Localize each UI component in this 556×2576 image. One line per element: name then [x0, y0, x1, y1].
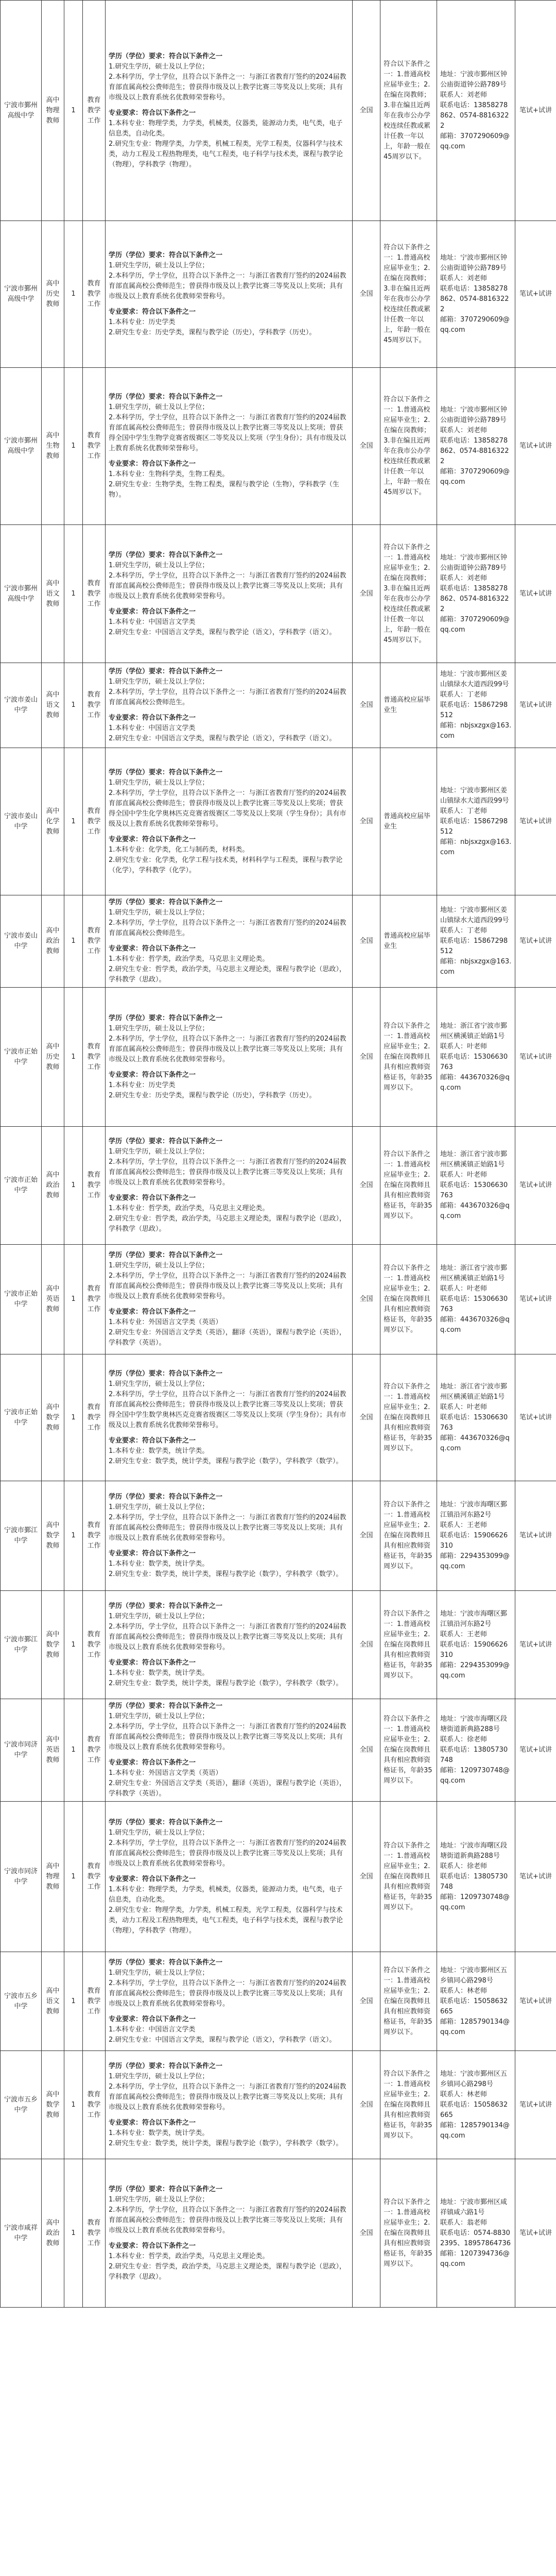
other-conditions-cell: 符合以下条件之一：1.普通高校应届毕业生；2.在编在岗教师且具有相应教师资格证书，年龄35周岁以下。: [380, 1354, 437, 1481]
requirement-body: 1.研究生学历，硕士及以上学位； 2.本科学历，学士学位，且符合以下条件之一：与浙江省教育厅签约的2024届教育部直属高校公费师范生；曾获得市级及以上教学比赛三等奖及以上奖项；曾获得全国中学生生物学竞赛省级赛区二等奖及以上奖项（学生身份）；具有市级及以上教育系统名优教师荣誉称号。: [109, 403, 346, 452]
headcount-cell: 1: [64, 748, 83, 895]
other-conditions-cell: 符合以下条件之一：1.普通高校应届毕业生；2.在编在岗教师且具有相应教师资格证书，年龄35周岁以下。: [380, 1802, 437, 1952]
requirement-heading: 专业要求：符合以下条件之一: [109, 1194, 196, 1202]
requirement-body: 1.研究生学历，硕士及以上学位； 2.本科学历，学士学位，且符合以下条件之一：与浙江省教育厅签约的2024届教育部直属高校公费师范生；曾获得市级及以上教学比赛三等奖及以上奖项；具有市级及以上教育系统名优教师荣誉称号。: [109, 1024, 346, 1063]
contact-info-cell: 地址：宁波市海曙区鄞江镇沿河东路2号 联系人：王老师 联系电话：15906626310 邮箱：2294353099@qq.com: [437, 1481, 515, 1591]
other-conditions-cell: 符合以下条件之一：1.普通高校应届毕业生；2.在编在岗教师且具有相应教师资格证书，年龄35周岁以下。: [380, 2159, 437, 2308]
school-name-cell: 宁波市五乡中学: [1, 1952, 42, 2051]
requirement-heading: 专业要求：符合以下条件之一: [109, 1071, 196, 1079]
requirement-body: 1.研究生学历，硕士及以上学位； 2.本科学历，学士学位，且符合以下条件之一：与浙江省教育厅签约的2024届教育部直属高校公费师范生；曾获得市级及以上教学比赛三等奖及以上奖项；具有市级及以上教育系统名优教师荣誉称号。: [109, 62, 346, 101]
table-row: [1, 1127, 556, 1245]
other-conditions-cell: 符合以下条件之一：1.普通高校应届毕业生；2.在编在岗教师；3.非在编且近两年在我市公办学校连续任教或累计任教一年以上，年龄一般在45周岁以下。: [380, 525, 437, 663]
exam-method-cell: 笔试+试讲: [515, 748, 556, 895]
recruit-scope-cell: 全国: [353, 1952, 380, 2051]
other-conditions-cell: 符合以下条件之一：1.普通高校应届毕业生；2.在编在岗教师且具有相应教师资格证书，年龄35周岁以下。: [380, 988, 437, 1127]
recruit-scope-cell: 全国: [353, 368, 380, 525]
exam-method-cell: 笔试+试讲: [515, 1591, 556, 1699]
requirement-heading: 学历（学位）要求：符合以下条件之一: [109, 393, 223, 401]
headcount-cell: 1: [64, 1354, 83, 1481]
other-conditions-cell: 普通高校应届毕业生: [380, 663, 437, 748]
school-name-cell: 宁波市咸祥中学: [1, 2159, 42, 2308]
table-row: [1, 1699, 556, 1802]
subject-cell: 高中历史教师: [42, 988, 64, 1127]
requirement-heading: 专业要求：符合以下条件之一: [109, 460, 196, 468]
requirement-body: 1.研究生学历，硕士及以上学位； 2.本科学历，学士学位，且符合以下条件之一：与浙江省教育厅签约的2024届教育部直属高校公费师范生；曾获得市级及以上教学比赛三等奖及以上奖项；具有市级及以上教育系统名优教师荣誉称号。: [109, 262, 346, 300]
requirement-body: 1.本科专业：中国语言文学类 2.研究生专业：中国语言文学类，课程与教学论（语文），学科教学（语文）。: [109, 2025, 336, 2044]
job-type-cell: 教育教学工作: [83, 1802, 106, 1952]
job-type-cell: 教育教学工作: [83, 2159, 106, 2308]
contact-info-cell: 地址：宁波市鄞州区咸祥镇咸六路1号 联系人：翁老师 联系电话：0574-88302395、18957864736 邮箱：1207394736@qq.com: [437, 2159, 515, 2308]
contact-info-cell: 地址：宁波市海曙区段塘街道新典路288号 联系人：徐老师 联系电话：13805730748 邮箱：1209730748@qq.com: [437, 1699, 515, 1802]
requirement-body: 1.本科专业：历史学类 2.研究生专业：历史学类，课程与教学论（历史），学科教学（历史）。: [109, 1081, 316, 1099]
subject-cell: 高中数学教师: [42, 1591, 64, 1699]
requirement-heading: 学历（学位）要求：符合以下条件之一: [109, 2062, 223, 2070]
contact-info-cell: 地址：浙江省宁波市鄞州区横溪镇正始路1号 联系人：叶老师 联系电话：15306630763 邮箱：443670326@qq.com: [437, 1245, 515, 1354]
headcount-cell: 1: [64, 1127, 83, 1245]
headcount-cell: 1: [64, 525, 83, 663]
requirement-heading: 专业要求：符合以下条件之一: [109, 1308, 196, 1316]
contact-info-cell: 地址：宁波市鄞州区姜山镇绿水大道西段99号 联系人：丁老师 联系电话：15867298512 邮箱：nbjsxzgx@163.com: [437, 748, 515, 895]
requirement-body: 1.研究生学历，硕士及以上学位； 2.本科学历，学士学位，且符合以下条件之一：与浙江省教育厅签约的2024届教育部直属高校公费师范生；曾获得市级及以上教学比赛三等奖及以上奖项；具有市级及以上教育系统名优教师荣誉称号。: [109, 1503, 346, 1542]
requirement-body: 1.本科专业：哲学类，政治学类，马克思主义理论类。 2.研究生专业：哲学类，政治学类，马克思主义理论类，课程与教学论（思政），学科教学（思政）。: [109, 955, 346, 984]
requirement-body: 1.本科专业：哲学类，政治学类，马克思主义理论类。 2.研究生专业：哲学类，政治学类，马克思主义理论类，课程与教学论（思政），学科教学（思政）。: [109, 1205, 346, 1233]
requirement-body: 1.研究生学历，硕士及以上学位； 2.本科学历，学士学位，且符合以下条件之一：与浙江省教育厅签约的2024届教育部直属高校公费师范生；曾获得市级及以上教学比赛三等奖及以上奖项；具有市级及以上教育系统名优教师荣誉称号。: [109, 1828, 346, 1868]
subject-cell: 高中化学教师: [42, 748, 64, 895]
requirements-cell: [106, 1802, 353, 1952]
requirements-cell: [106, 221, 353, 368]
requirement-body: 1.研究生学历，硕士及以上学位； 2.本科学历，学士学位，且符合以下条件之一：与浙江省教育厅签约的2024届教育部直属高校公费师范生；曾获得市级及以上教学比赛三等奖及以上奖项；具有市级及以上教育系统名优教师荣誉称号。: [109, 2072, 346, 2111]
exam-method-cell: 笔试+试讲: [515, 988, 556, 1127]
contact-info-cell: 地址：浙江省宁波市鄞州区横溪镇正始路1号 联系人：叶老师 联系电话：15306630763 邮箱：443670326@qq.com: [437, 988, 515, 1127]
requirement-heading: 专业要求：符合以下条件之一: [109, 607, 196, 616]
recruit-scope-cell: 全国: [353, 748, 380, 895]
school-name-cell: 宁波市姜山中学: [1, 663, 42, 748]
other-conditions-cell: 符合以下条件之一：1.普通高校应届毕业生；2.在编在岗教师且具有相应教师资格证书，年龄35周岁以下。: [380, 1127, 437, 1245]
job-type-cell: 教育教学工作: [83, 1591, 106, 1699]
job-type-cell: 教育教学工作: [83, 1354, 106, 1481]
other-conditions-cell: 符合以下条件之一：1.普通高校应届毕业生；2.在编在岗教师且具有相应教师资格证书，年龄35周岁以下。: [380, 1699, 437, 1802]
job-type-cell: 教育教学工作: [83, 1, 106, 221]
exam-method-cell: 笔试+试讲: [515, 1354, 556, 1481]
exam-method-cell: 笔试+试讲: [515, 2159, 556, 2308]
subject-cell: 高中生物教师: [42, 368, 64, 525]
requirement-heading: 学历（学位）要求：符合以下条件之一: [109, 1014, 223, 1022]
subject-cell: 高中语文教师: [42, 663, 64, 748]
job-type-cell: 教育教学工作: [83, 663, 106, 748]
table-row: [1, 1802, 556, 1952]
table-row: [1, 1952, 556, 2051]
requirement-body: 1.本科专业：数学类，统计学类。 2.研究生专业：数学类，统计学类，课程与教学论（数学），学科教学（数学）。: [109, 2129, 343, 2147]
requirement-body: 1.本科专业：外国语言文学类（英语） 2.研究生专业：外国语言文学类（英语），翻译（英语），课程与教学论（英语），学科教学（英语）。: [109, 1769, 346, 1798]
headcount-cell: 1: [64, 221, 83, 368]
other-conditions-cell: 符合以下条件之一：1.普通高校应届毕业生；2.在编在岗教师且具有相应教师资格证书，年龄35周岁以下。: [380, 1245, 437, 1354]
requirement-heading: 学历（学位）要求：符合以下条件之一: [109, 2185, 223, 2193]
requirement-heading: 学历（学位）要求：符合以下条件之一: [109, 668, 223, 675]
school-name-cell: 宁波市五乡中学: [1, 2051, 42, 2159]
exam-method-cell: 笔试+试讲: [515, 1245, 556, 1354]
headcount-cell: 1: [64, 663, 83, 748]
recruit-scope-cell: 全国: [353, 1699, 380, 1802]
school-name-cell: 宁波市正始中学: [1, 988, 42, 1127]
exam-method-cell: 笔试+试讲: [515, 1952, 556, 2051]
headcount-cell: 1: [64, 1, 83, 221]
requirement-body: 1.研究生学历，硕士及以上学位； 2.本科学历，学士学位，且符合以下条件之一：与浙江省教育厅签约的2024届教育部直属高校公费师范生。: [109, 909, 346, 937]
job-type-cell: 教育教学工作: [83, 2051, 106, 2159]
requirement-body: 1.本科专业：生物科学类，生物工程类。 2.研究生专业：生物学类，生物工程类，课程与教学论（生物），学科教学（生物）。: [109, 470, 339, 499]
requirement-body: 1.研究生学历，硕士及以上学位； 2.本科学历，学士学位，且符合以下条件之一：与浙江省教育厅签约的2024届教育部直属高校公费师范生；曾获得市级及以上教学比赛三等奖及以上奖项；具有市级及以上教育系统名优教师荣誉称号。: [109, 1713, 346, 1751]
recruit-scope-cell: 全国: [353, 988, 380, 1127]
exam-method-cell: 笔试+试讲: [515, 1699, 556, 1802]
table-row: [1, 663, 556, 748]
recruit-scope-cell: 全国: [353, 1245, 380, 1354]
other-conditions-cell: 符合以下条件之一：1.普通高校应届毕业生；2.在编在岗教师且具有相应教师资格证书，年龄35周岁以下。: [380, 2051, 437, 2159]
contact-info-cell: 地址：宁波市鄞州区五乡镇同心路298号 联系人：林老师 联系电话：15058632665 邮箱：1285790134@qq.com: [437, 1952, 515, 2051]
table-row: [1, 895, 556, 988]
requirement-heading: 学历（学位）要求：符合以下条件之一: [109, 1818, 223, 1826]
table-row: [1, 1591, 556, 1699]
table-row: [1, 368, 556, 525]
recruit-scope-cell: 全国: [353, 221, 380, 368]
requirement-heading: 专业要求：符合以下条件之一: [109, 945, 196, 953]
school-name-cell: 宁波市正始中学: [1, 1127, 42, 1245]
school-name-cell: 宁波市鄞州高级中学: [1, 221, 42, 368]
subject-cell: 高中数学教师: [42, 1481, 64, 1591]
requirement-heading: 学历（学位）要求：符合以下条件之一: [109, 1493, 223, 1501]
requirement-body: 1.研究生学历，硕士及以上学位； 2.本科学历，学士学位，且符合以下条件之一：与浙江省教育厅签约的2024届教育部直属高校公费师范生；曾获得市级及以上教学比赛三等奖及以上奖项；具有市级及以上教育系统名优教师荣誉称号。: [109, 1612, 346, 1651]
requirement-heading: 学历（学位）要求：符合以下条件之一: [109, 251, 223, 259]
requirement-heading: 学历（学位）要求：符合以下条件之一: [109, 1369, 223, 1378]
recruit-scope-cell: 全国: [353, 663, 380, 748]
requirement-body: 1.研究生学历，硕士及以上学位； 2.本科学历，学士学位，且符合以下条件之一：与浙江省教育厅签约的2024届教育部直属高校公费师范生。: [109, 678, 346, 706]
exam-method-cell: 笔试+试讲: [515, 1481, 556, 1591]
recruit-scope-cell: 全国: [353, 1481, 380, 1591]
table-row: [1, 2159, 556, 2308]
exam-method-cell: 笔试+试讲: [515, 1802, 556, 1952]
requirement-body: 1.研究生学历，硕士及以上学位； 2.本科学历，学士学位，且符合以下条件之一：与浙江省教育厅签约的2024届教育部直属高校公费师范生；曾获得市级及以上教学比赛三等奖及以上奖项；具有市级及以上教育系统名优教师荣誉称号。: [109, 1262, 346, 1300]
requirement-body: 1.研究生学历，硕士及以上学位； 2.本科学历，学士学位，且符合以下条件之一：与浙江省教育厅签约的2024届教育部直属高校公费师范生；曾获得市级及以上教学比赛三等奖及以上奖项；具有市级及以上教育系统名优教师荣誉称号。: [109, 1148, 346, 1187]
requirement-heading: 专业要求：符合以下条件之一: [109, 1436, 196, 1445]
requirement-heading: 专业要求：符合以下条件之一: [109, 109, 196, 117]
exam-method-cell: 笔试+试讲: [515, 2051, 556, 2159]
contact-info-cell: 地址：宁波市鄞州区姜山镇绿水大道西段99号 联系人：丁老师 联系电话：15867298512 邮箱：nbjsxzgx@163.com: [437, 895, 515, 988]
contact-info-cell: 地址：浙江省宁波市鄞州区横溪镇正始路1号 联系人：叶老师 联系电话：15306630763 邮箱：443670326@qq.com: [437, 1354, 515, 1481]
other-conditions-cell: 符合以下条件之一：1.普通高校应届毕业生；2.在编在岗教师；3.非在编且近两年在我市公办学校连续任教或累计任教一年以上，年龄一般在45周岁以下。: [380, 1, 437, 221]
headcount-cell: 1: [64, 988, 83, 1127]
requirements-cell: [106, 1, 353, 221]
requirement-body: 1.研究生学历，硕士及以上学位； 2.本科学历，学士学位，且符合以下条件之一：与浙江省教育厅签约的2024届教育部直属高校公费师范生；曾获得市级及以上教学比赛三等奖及以上奖项；曾获得全国中学生化学奥林匹克竞赛省级赛区二等奖及以上奖项（学生身份）；具有市级及以上教育系统名优教师荣誉称号。: [109, 778, 346, 828]
exam-method-cell: 笔试+试讲: [515, 221, 556, 368]
requirement-heading: 学历（学位）要求：符合以下条件之一: [109, 1702, 223, 1710]
requirement-body: 1.研究生学历，硕士及以上学位； 2.本科学历，学士学位，且符合以下条件之一：与浙江省教育厅签约的2024届教育部直属高校公费师范生；曾获得市级及以上教学比赛三等奖及以上奖项；曾获得全国中学生数学奥林匹克竞赛省级赛区二等奖及以上奖项（学生身份）；具有市级及以上教育系统名优教师荣誉称号。: [109, 1380, 346, 1429]
requirement-heading: 专业要求：符合以下条件之一: [109, 1550, 196, 1557]
table-row: [1, 1, 556, 221]
requirements-cell: [106, 1591, 353, 1699]
recruit-scope-cell: 全国: [353, 1, 380, 221]
school-name-cell: 宁波市鄞江中学: [1, 1481, 42, 1591]
contact-info-cell: 地址：宁波市鄞州区钟公庙街道钟公路789号 联系人：刘老师 联系电话：13858278862、0574-88163222 邮箱：3707290609@qq.com: [437, 221, 515, 368]
school-name-cell: 宁波市鄞江中学: [1, 1591, 42, 1699]
exam-method-cell: 笔试+试讲: [515, 895, 556, 988]
subject-cell: 高中英语教师: [42, 1245, 64, 1354]
job-type-cell: 教育教学工作: [83, 1481, 106, 1591]
school-name-cell: 宁波市鄞州高级中学: [1, 525, 42, 663]
subject-cell: 高中政治教师: [42, 2159, 64, 2308]
contact-info-cell: 地址：宁波市海曙区段塘街道新典路288号 联系人：徐老师 联系电话：13805730748 邮箱：1209730748@qq.com: [437, 1802, 515, 1952]
other-conditions-cell: 符合以下条件之一：1.普通高校应届毕业生；2.在编在岗教师且具有相应教师资格证书，年龄35周岁以下。: [380, 1952, 437, 2051]
other-conditions-cell: 符合以下条件之一：1.普通高校应届毕业生；2.在编在岗教师；3.非在编且近两年在我市公办学校连续任教或累计任教一年以上，年龄一般在45周岁以下。: [380, 368, 437, 525]
requirement-body: 1.本科专业：化学类，化工与制药类，材料类。 2.研究生专业：化学类，化学工程与技术类，材料科学与工程类，课程与教学论（化学），学科教学（化学）。: [109, 845, 343, 874]
table-row: [1, 748, 556, 895]
requirement-body: 1.本科专业：中国语言文学类 2.研究生专业：中国语言文学类，课程与教学论（语文），学科教学（语文）。: [109, 724, 336, 742]
other-conditions-cell: 普通高校应届毕业生: [380, 748, 437, 895]
requirement-body: 1.研究生学历，硕士及以上学位； 2.本科学历，学士学位，且符合以下条件之一：与浙江省教育厅签约的2024届教育部直属高校公费师范生；曾获得市级及以上教学比赛三等奖及以上奖项；具有市级及以上教育系统名优教师荣誉称号。: [109, 1969, 346, 2008]
requirement-heading: 学历（学位）要求：符合以下条件之一: [109, 52, 223, 60]
requirement-heading: 专业要求：符合以下条件之一: [109, 714, 196, 722]
school-name-cell: 宁波市姜山中学: [1, 748, 42, 895]
requirement-body: 1.本科专业：历史学类 2.研究生专业：历史学类，课程与教学论（历史），学科教学（历史）。: [109, 318, 316, 336]
school-name-cell: 宁波市正始中学: [1, 1245, 42, 1354]
subject-cell: 高中物理教师: [42, 1802, 64, 1952]
requirement-heading: 学历（学位）要求：符合以下条件之一: [109, 768, 223, 776]
exam-method-cell: 笔试+试讲: [515, 663, 556, 748]
other-conditions-cell: 符合以下条件之一：1.普通高校应届毕业生；2.在编在岗教师且具有相应教师资格证书，年龄35周岁以下。: [380, 1591, 437, 1699]
recruit-scope-cell: 全国: [353, 2159, 380, 2308]
requirements-cell: [106, 368, 353, 525]
table-row: [1, 1481, 556, 1591]
exam-method-cell: 笔试+试讲: [515, 525, 556, 663]
requirement-heading: 专业要求：符合以下条件之一: [109, 2015, 196, 2023]
requirements-cell: [106, 748, 353, 895]
contact-info-cell: 地址：宁波市鄞州区钟公庙街道钟公路789号 联系人：刘老师 联系电话：13858278862、0574-88163222 邮箱：3707290609@qq.com: [437, 1, 515, 221]
other-conditions-cell: 符合以下条件之一：1.普通高校应届毕业生；2.在编在岗教师；3.非在编且近两年在我市公办学校连续任教或累计任教一年以上，年龄一般在45周岁以下。: [380, 221, 437, 368]
job-type-cell: 教育教学工作: [83, 1952, 106, 2051]
job-type-cell: 教育教学工作: [83, 1699, 106, 1802]
headcount-cell: 1: [64, 1699, 83, 1802]
requirement-heading: 专业要求：符合以下条件之一: [109, 1759, 196, 1767]
job-type-cell: 教育教学工作: [83, 368, 106, 525]
requirement-body: 1.本科专业：数学类，统计学类。 2.研究生专业：数学类，统计学类，课程与教学论（数学），学科教学（数学）。: [109, 1560, 343, 1578]
job-type-cell: 教育教学工作: [83, 1245, 106, 1354]
recruit-scope-cell: 全国: [353, 1354, 380, 1481]
requirement-heading: 专业要求：符合以下条件之一: [109, 1658, 196, 1667]
requirement-heading: 专业要求：符合以下条件之一: [109, 1875, 196, 1883]
table-row: [1, 2051, 556, 2159]
subject-cell: 高中数学教师: [42, 2051, 64, 2159]
headcount-cell: 1: [64, 2159, 83, 2308]
subject-cell: 高中物理教师: [42, 1, 64, 221]
school-name-cell: 宁波市鄞州高级中学: [1, 368, 42, 525]
school-name-cell: 宁波市鄞州高级中学: [1, 1, 42, 221]
job-type-cell: 教育教学工作: [83, 1127, 106, 1245]
other-conditions-cell: 普通高校应届毕业生: [380, 895, 437, 988]
requirement-body: 1.研究生学历，硕士及以上学位； 2.本科学历，学士学位，且符合以下条件之一：与浙江省教育厅签约的2024届教育部直属高校公费师范生；曾获得市级及以上教学比赛三等奖及以上奖项；具有市级及以上教育系统名优教师荣誉称号。: [109, 2195, 346, 2234]
table-row: [1, 1245, 556, 1354]
job-type-cell: 教育教学工作: [83, 895, 106, 988]
recruit-scope-cell: 全国: [353, 895, 380, 988]
requirements-cell: [106, 2051, 353, 2159]
school-name-cell: 宁波市同济中学: [1, 1802, 42, 1952]
requirement-body: 1.本科专业：中国语言文学类 2.研究生专业：中国语言文学类，课程与教学论（语文），学科教学（语文）。: [109, 618, 336, 636]
contact-info-cell: 地址：浙江省宁波市鄞州区横溪镇正始路1号 联系人：叶老师 联系电话：15306630763 邮箱：443670326@qq.com: [437, 1127, 515, 1245]
requirements-cell: [106, 663, 353, 748]
recruit-scope-cell: 全国: [353, 1591, 380, 1699]
school-name-cell: 宁波市姜山中学: [1, 895, 42, 988]
requirements-cell: [106, 988, 353, 1127]
requirement-body: 1.本科专业：物理学类，力学类，机械类，仪器类，能源动力类，电气类，电子信息类，自动化类。 2.研究生专业：物理学类，力学类，机械工程类，光学工程类，仪器科学与技术类，动力工程及工程热物理类，电气工程类，电子科学与技术类，课程与教学论（物理），学科教学（物理）。: [109, 1885, 343, 1935]
exam-method-cell: 笔试+试讲: [515, 1127, 556, 1245]
requirements-cell: [106, 1699, 353, 1802]
recruit-scope-cell: 全国: [353, 1127, 380, 1245]
school-name-cell: 宁波市同济中学: [1, 1699, 42, 1802]
requirement-body: 1.本科专业：哲学类，政治学类，马克思主义理论类。 2.研究生专业：哲学类，政治学类，马克思主义理论类，课程与教学论（思政），学科教学（思政）。: [109, 2252, 346, 2281]
job-type-cell: 教育教学工作: [83, 748, 106, 895]
subject-cell: 高中历史教师: [42, 221, 64, 368]
headcount-cell: 1: [64, 1952, 83, 2051]
table-row: [1, 988, 556, 1127]
requirements-cell: [106, 895, 353, 988]
requirement-heading: 专业要求：符合以下条件之一: [109, 308, 196, 316]
requirement-heading: 学历（学位）要求：符合以下条件之一: [109, 551, 223, 559]
contact-info-cell: 地址：宁波市鄞州区钟公庙街道钟公路789号 联系人：刘老师 联系电话：13858278862、0574-88163222 邮箱：3707290609@qq.com: [437, 368, 515, 525]
requirement-heading: 学历（学位）要求：符合以下条件之一: [109, 899, 223, 906]
requirements-cell: [106, 1127, 353, 1245]
recruit-scope-cell: 全国: [353, 525, 380, 663]
exam-method-cell: 笔试+试讲: [515, 1, 556, 221]
requirement-heading: 专业要求：符合以下条件之一: [109, 835, 196, 843]
table-row: [1, 221, 556, 368]
requirement-heading: 学历（学位）要求：符合以下条件之一: [109, 1602, 223, 1610]
requirement-body: 1.本科专业：数学类，统计学类。 2.研究生专业：数学类，统计学类，课程与教学论（数学），学科教学（数学）。: [109, 1669, 343, 1687]
requirements-cell: [106, 1481, 353, 1591]
contact-info-cell: 地址：宁波市鄞州区钟公庙街道钟公路789号 联系人：刘老师 联系电话：13858278862、0574-88163222 邮箱：3707290609@qq.com: [437, 525, 515, 663]
recruit-scope-cell: 全国: [353, 2051, 380, 2159]
requirement-heading: 学历（学位）要求：符合以下条件之一: [109, 1138, 223, 1145]
requirement-body: 1.研究生学历，硕士及以上学位； 2.本科学历，学士学位，且符合以下条件之一：与浙江省教育厅签约的2024届教育部直属高校公费师范生；曾获得市级及以上教学比赛三等奖及以上奖项；具有市级及以上教育系统名优教师荣誉称号。: [109, 561, 346, 600]
headcount-cell: 1: [64, 1245, 83, 1354]
requirement-heading: 学历（学位）要求：符合以下条件之一: [109, 1958, 223, 1967]
contact-info-cell: 地址：宁波市海曙区鄞江镇沿河东路2号 联系人：王老师 联系电话：15906626310 邮箱：2294353099@qq.com: [437, 1591, 515, 1699]
requirements-cell: [106, 525, 353, 663]
headcount-cell: 1: [64, 1591, 83, 1699]
subject-cell: 高中政治教师: [42, 895, 64, 988]
school-name-cell: 宁波市正始中学: [1, 1354, 42, 1481]
requirements-cell: [106, 2159, 353, 2308]
subject-cell: 高中英语教师: [42, 1699, 64, 1802]
requirements-cell: [106, 1354, 353, 1481]
table-row: [1, 525, 556, 663]
contact-info-cell: 地址：宁波市鄞州区五乡镇同心路298号 联系人：林老师 联系电话：15058632665 邮箱：1285790134@qq.com: [437, 2051, 515, 2159]
subject-cell: 高中数学教师: [42, 1354, 64, 1481]
requirements-cell: [106, 1245, 353, 1354]
headcount-cell: 1: [64, 895, 83, 988]
exam-method-cell: 笔试+试讲: [515, 368, 556, 525]
contact-info-cell: 地址：宁波市鄞州区姜山镇绿水大道西段99号 联系人：丁老师 联系电话：15867298512 邮箱：nbjsxzgx@163.com: [437, 663, 515, 748]
other-conditions-cell: 符合以下条件之一：1.普通高校应届毕业生；2.在编在岗教师且具有相应教师资格证书，年龄35周岁以下。: [380, 1481, 437, 1591]
headcount-cell: 1: [64, 1481, 83, 1591]
subject-cell: 高中语文教师: [42, 1952, 64, 2051]
job-type-cell: 教育教学工作: [83, 988, 106, 1127]
requirement-heading: 专业要求：符合以下条件之一: [109, 2242, 196, 2250]
requirement-body: 1.本科专业：物理学类，力学类，机械类，仪器类，能源动力类，电气类，电子信息类，自动化类。 2.研究生专业：物理学类，力学类，机械工程类，光学工程类，仪器科学与技术类，动力工程及工程热物理类，电气工程类，电子科学与技术类，课程与教学论（物理），学科教学（物理）。: [109, 119, 343, 168]
requirement-heading: 学历（学位）要求：符合以下条件之一: [109, 1251, 223, 1259]
requirement-heading: 专业要求：符合以下条件之一: [109, 2119, 196, 2127]
job-type-cell: 教育教学工作: [83, 525, 106, 663]
requirements-cell: [106, 1952, 353, 2051]
headcount-cell: 1: [64, 2051, 83, 2159]
requirement-body: 1.本科专业：外国语言文学类（英语） 2.研究生专业：外国语言文学类（英语），翻译（英语），课程与教学论（英语），学科教学（英语）。: [109, 1318, 346, 1347]
subject-cell: 高中语文教师: [42, 525, 64, 663]
subject-cell: 高中政治教师: [42, 1127, 64, 1245]
headcount-cell: 1: [64, 368, 83, 525]
job-type-cell: 教育教学工作: [83, 221, 106, 368]
requirement-body: 1.本科专业：数学类，统计学类。 2.研究生专业：数学类，统计学类，课程与教学论（数学），学科教学（数学）。: [109, 1447, 343, 1465]
recruit-scope-cell: 全国: [353, 1802, 380, 1952]
headcount-cell: 1: [64, 1802, 83, 1952]
table-row: [1, 1354, 556, 1481]
